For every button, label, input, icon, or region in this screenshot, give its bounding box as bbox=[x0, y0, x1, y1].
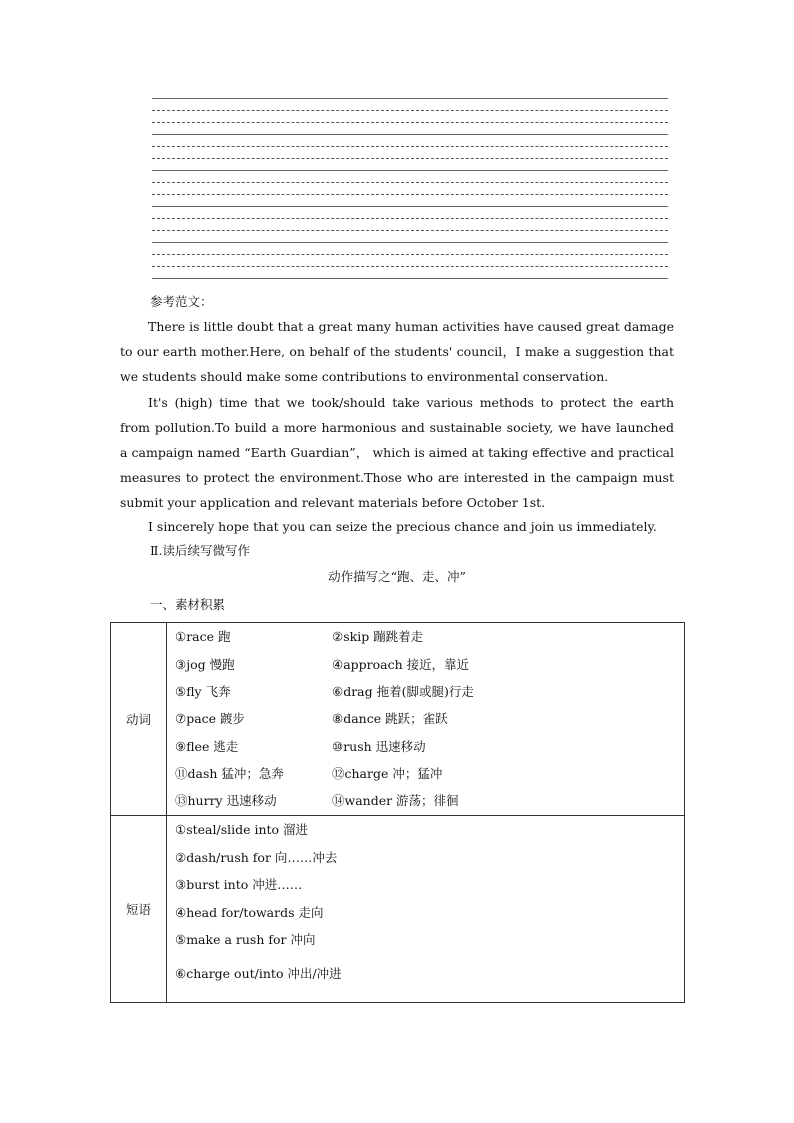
verb-item: ④approach 接近，靠近 bbox=[332, 656, 470, 672]
phrases-label: 短语 bbox=[111, 816, 167, 1003]
verb-item: ⑬hurry 迅速移动 bbox=[175, 793, 277, 809]
verbs-row bbox=[111, 623, 685, 816]
verbs-list bbox=[167, 623, 685, 816]
reference-label: 参考范文： bbox=[150, 294, 213, 309]
verb-item: ⑫charge 冲；猛冲 bbox=[332, 765, 443, 781]
verb-item: ⑥drag 拖着(脚或腿)行走 bbox=[332, 684, 474, 700]
phrase-item: ⑤make a rush for 冲向 bbox=[175, 932, 316, 947]
verb-item: ⑧dance 跳跃；雀跃 bbox=[332, 711, 448, 727]
verb-row bbox=[175, 678, 684, 705]
paragraph-1: There is little doubt that a great many human activities have caused great damage to our earth mother.Here, on behalf of the students' council，I make a suggestion that we students should make some contributions to environmental conservation. bbox=[120, 319, 674, 384]
verb-item: ⑪dash 猛冲；急奔 bbox=[175, 765, 284, 781]
verb-item: ⑦pace 踱步 bbox=[175, 711, 246, 727]
verb-row bbox=[175, 760, 684, 787]
verbs-label: 动词 bbox=[111, 623, 167, 816]
paragraph-3: I sincerely hope that you can seize the precious chance and join us immediately. bbox=[148, 519, 657, 534]
verb-item: ⑭wander 游荡；徘徊 bbox=[332, 793, 459, 809]
verb-item: ③jog 慢跑 bbox=[175, 656, 235, 672]
writing-lines bbox=[152, 98, 668, 278]
verb-item: ①race 跑 bbox=[175, 629, 231, 645]
verb-row bbox=[175, 733, 684, 760]
phrase-item: ②dash/rush for 向……冲去 bbox=[175, 849, 338, 865]
section-one-heading: 一、素材积累 bbox=[150, 597, 226, 612]
verb-row bbox=[175, 651, 684, 678]
paragraph-2: It's (high) time that we took/should take various methods to protect the earth from pollution.To build a more harmonious and sustainable society, we have launched a campaign named “Earth Guardian”， which is aimed at taking effective and practical measures to protect the environment.Those who are interested in the campaign must submit your application and relevant materials before October 1st. bbox=[120, 395, 674, 510]
verb-item: ⑨flee 逃走 bbox=[175, 738, 239, 754]
phrase-item: ⑥charge out/into 冲出/冲进 bbox=[175, 965, 342, 981]
verb-row bbox=[175, 705, 684, 732]
phrase-item: ④head for/towards 走向 bbox=[175, 904, 324, 920]
verb-row bbox=[175, 623, 684, 650]
verb-row bbox=[175, 787, 684, 814]
phrases-row bbox=[111, 816, 685, 1003]
phrases-list bbox=[167, 816, 685, 1003]
vocabulary-table bbox=[110, 622, 685, 1003]
topic-subtitle: 动作描写之“跑、走、冲” bbox=[328, 569, 466, 584]
section-two-heading: Ⅱ.读后续写微写作 bbox=[150, 543, 250, 558]
verb-item: ⑩rush 迅速移动 bbox=[332, 738, 426, 754]
verb-item: ⑤fly 飞奔 bbox=[175, 684, 231, 700]
verb-item: ②skip 蹦跳着走 bbox=[332, 629, 424, 645]
phrase-item: ①steal/slide into 溜进 bbox=[175, 822, 309, 837]
phrase-item: ③burst into 冲进…… bbox=[175, 877, 303, 892]
